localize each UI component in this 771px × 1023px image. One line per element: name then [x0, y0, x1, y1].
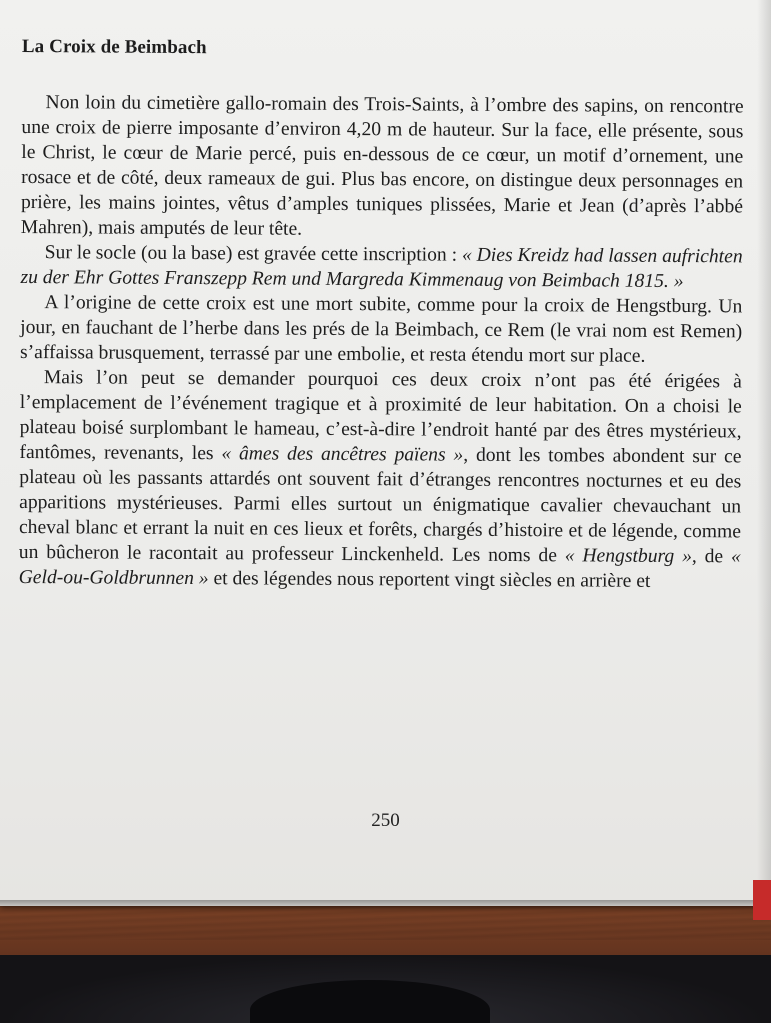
paragraph	[20, 290, 742, 369]
text-run: , de	[691, 546, 732, 568]
page-bottom-shadow	[0, 900, 771, 910]
body-text	[19, 90, 744, 594]
italic-text: « âmes des ancêtres païens »	[221, 443, 464, 466]
text-run: Non loin du cimetière gallo-romain des Trois-Saints, à l’ombre des sapins, on rencontre une croix de pierre imposante d’environ 4,20 m de hauteur. Sur la face, elle présente, sous le Christ, le cœur de Marie percé, puis en-dessous de ce cœur, un motif d’ornement, une rosace et de côté, deux rameaux de gui. Plus bas encore, on distingue deux personnages en prière, les mains jointes, vêtus d’amples tuniques plissées, Marie et Jean (d’après l’abbé Mahren), mais amputés de leur tête.	[20, 92, 744, 240]
paragraph	[19, 365, 742, 594]
text-run: Mais l’on peut se demander pourquoi ces deux croix n’ont pas été érigées à l’emplacement de l’événement tragique et à proximité de leur habitation. On a choisi le plateau boisé surplombant le hameau, c’est-à-dire l’endroit hanté par des êtres mystérieux, fantômes, revenants, les	[19, 367, 742, 465]
text-run: Sur le socle (ou la base) est gravée cette inscription :	[44, 242, 463, 266]
red-bookmark-edge	[753, 880, 771, 920]
italic-text: « Geld-ou-Goldbrunnen »	[18, 546, 741, 590]
italic-text: « Hengstburg »	[564, 545, 692, 568]
page-edge-shadow	[757, 0, 771, 906]
page-number: 250	[371, 810, 400, 831]
section-heading: La Croix de Beimbach	[21, 36, 207, 59]
paragraph	[21, 90, 744, 244]
text-run: , dont les tombes abondent sur ce plateau où les passants attardés ont souvent fait d’étranges rencontres nocturnes et eu des apparitions mystérieuses. Parmi elles surtout un énigmatique cavalier chevauchant un cheval blanc et errant la nuit en ces lieux et forêts, chargés d’histoire et de légende, comme un bûcheron le racontait au professeur Linckenheld. Les noms de	[18, 444, 742, 567]
text-run: A l’origine de cette croix est une mort subite, comme pour la croix de Hengstburg. Un jour, en fauchant de l’herbe dans les prés de la Beimbach, ce Rem (le vrai nom est Remen) s’affaissa brusquement, terrassé par une embolie, et resta étendu mort sur place.	[20, 292, 743, 367]
italic-text: « Dies Kreidz had lassen aufrichten zu der Ehr Gottes Franszepp Rem und Margreda Kimmenaug von Beimbach 1815. »	[20, 244, 743, 293]
text-run: et des légendes nous reportent vingt siècles en arrière et	[208, 568, 651, 592]
page-text-block	[19, 36, 744, 594]
paragraph	[20, 240, 742, 294]
